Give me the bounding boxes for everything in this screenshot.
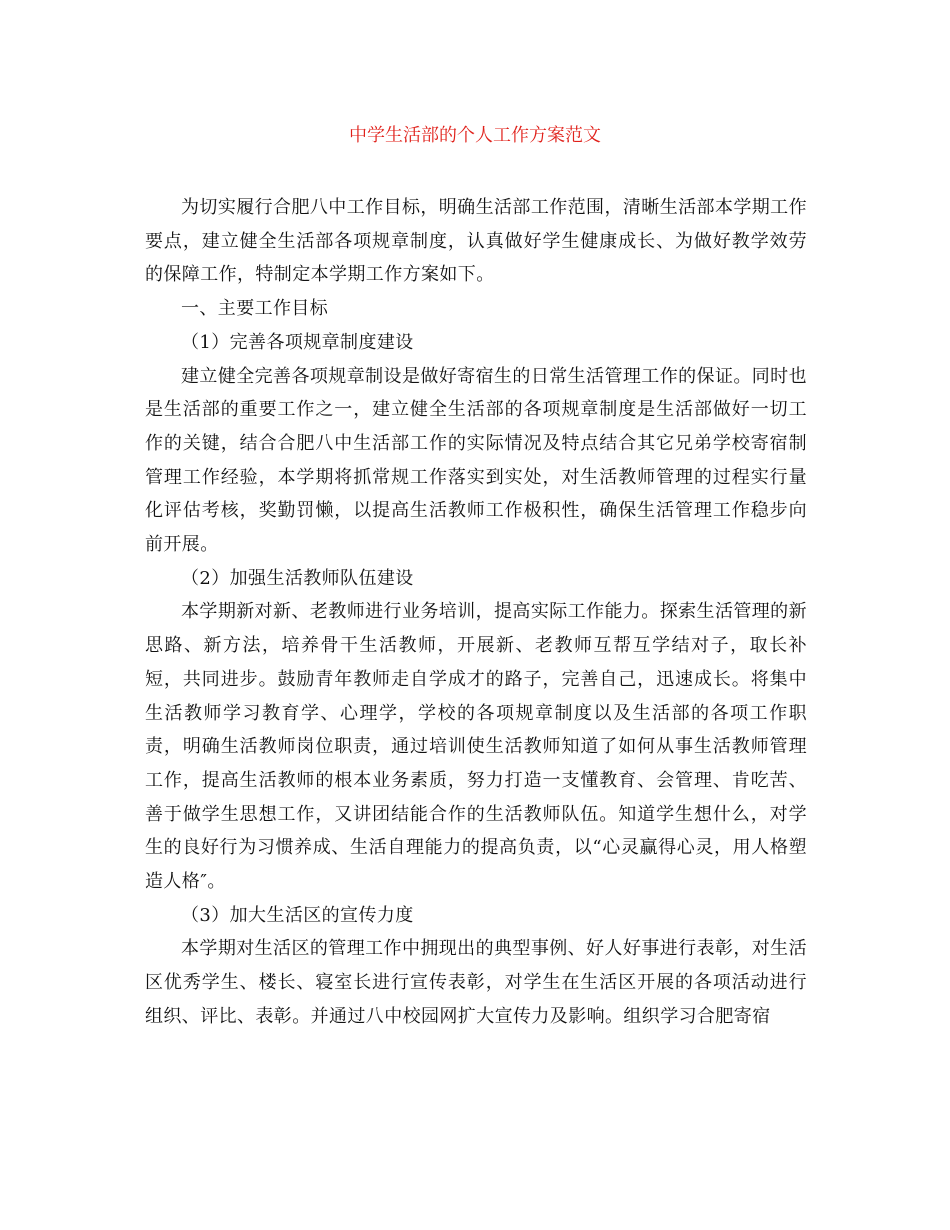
- document-title: 中学生活部的个人工作方案范文: [349, 125, 601, 146]
- item-heading-1: （1）完善各项规章制度建设: [181, 331, 414, 353]
- document-body: [145, 191, 807, 1034]
- item-paragraph-1: 建立健全完善各项规章制设是做好寄宿生的日常生活管理工作的保证。同时也是生活部的重要工作之一，建立健全生活部的各项规章制度是生活部做好一切工作的关键，结合合肥八中生活部工作的实际情况及特点结合其它兄弟学校寄宿制管理工作经验，本学期将抓常规工作落实到实处，对生活教师管理的过程实行量化评估考核，奖勤罚懒，以提高生活教师工作极积性，确保生活管理工作稳步向前开展。: [145, 365, 807, 556]
- item-heading-3: （3）加大生活区的宣传力度: [181, 904, 414, 926]
- section-heading-main-goals: 一、主要工作目标: [181, 298, 329, 320]
- item-paragraph-2: 本学期新对新、老教师进行业务培训，提高实际工作能力。探索生活管理的新思路、新方法，培养骨干生活教师，开展新、老教师互帮互学结对子，取长补短，共同进步。鼓励青年教师走自学成才的路子，完善自己，迅速成长。将集中生活教师学习教育学、心理学，学校的各项规章制度以及生活部的各项工作职责，明确生活教师岗位职责，通过培训使生活教师知道了如何从事生活教师管理工作，提高生活教师的根本业务素质，努力打造一支懂教育、会管理、肯吃苦、善于做学生思想工作，又讲团结能合作的生活教师队伍。知道学生想什么，对学生的良好行为习惯养成、生活自理能力的提高负责，以“心灵赢得心灵，用人格塑造人格″。: [145, 601, 807, 893]
- item-paragraph-3: 本学期对生活区的管理工作中拥现出的典型事例、好人好事进行表彰，对生活区优秀学生、楼长、寝室长进行宣传表彰，对学生在生活区开展的各项活动进行组织、评比、表彰。并通过八中校园网扩大宣传力及影响。组织学习合肥寄宿: [145, 938, 807, 1027]
- item-heading-2: （2）加强生活教师队伍建设: [181, 567, 414, 589]
- intro-paragraph: 为切实履行合肥八中工作目标，明确生活部工作范围，清晰生活部本学期工作要点，建立健全生活部各项规章制度，认真做好学生健康成长、为做好教学效劳的保障工作，特制定本学期工作方案如下。: [145, 197, 807, 286]
